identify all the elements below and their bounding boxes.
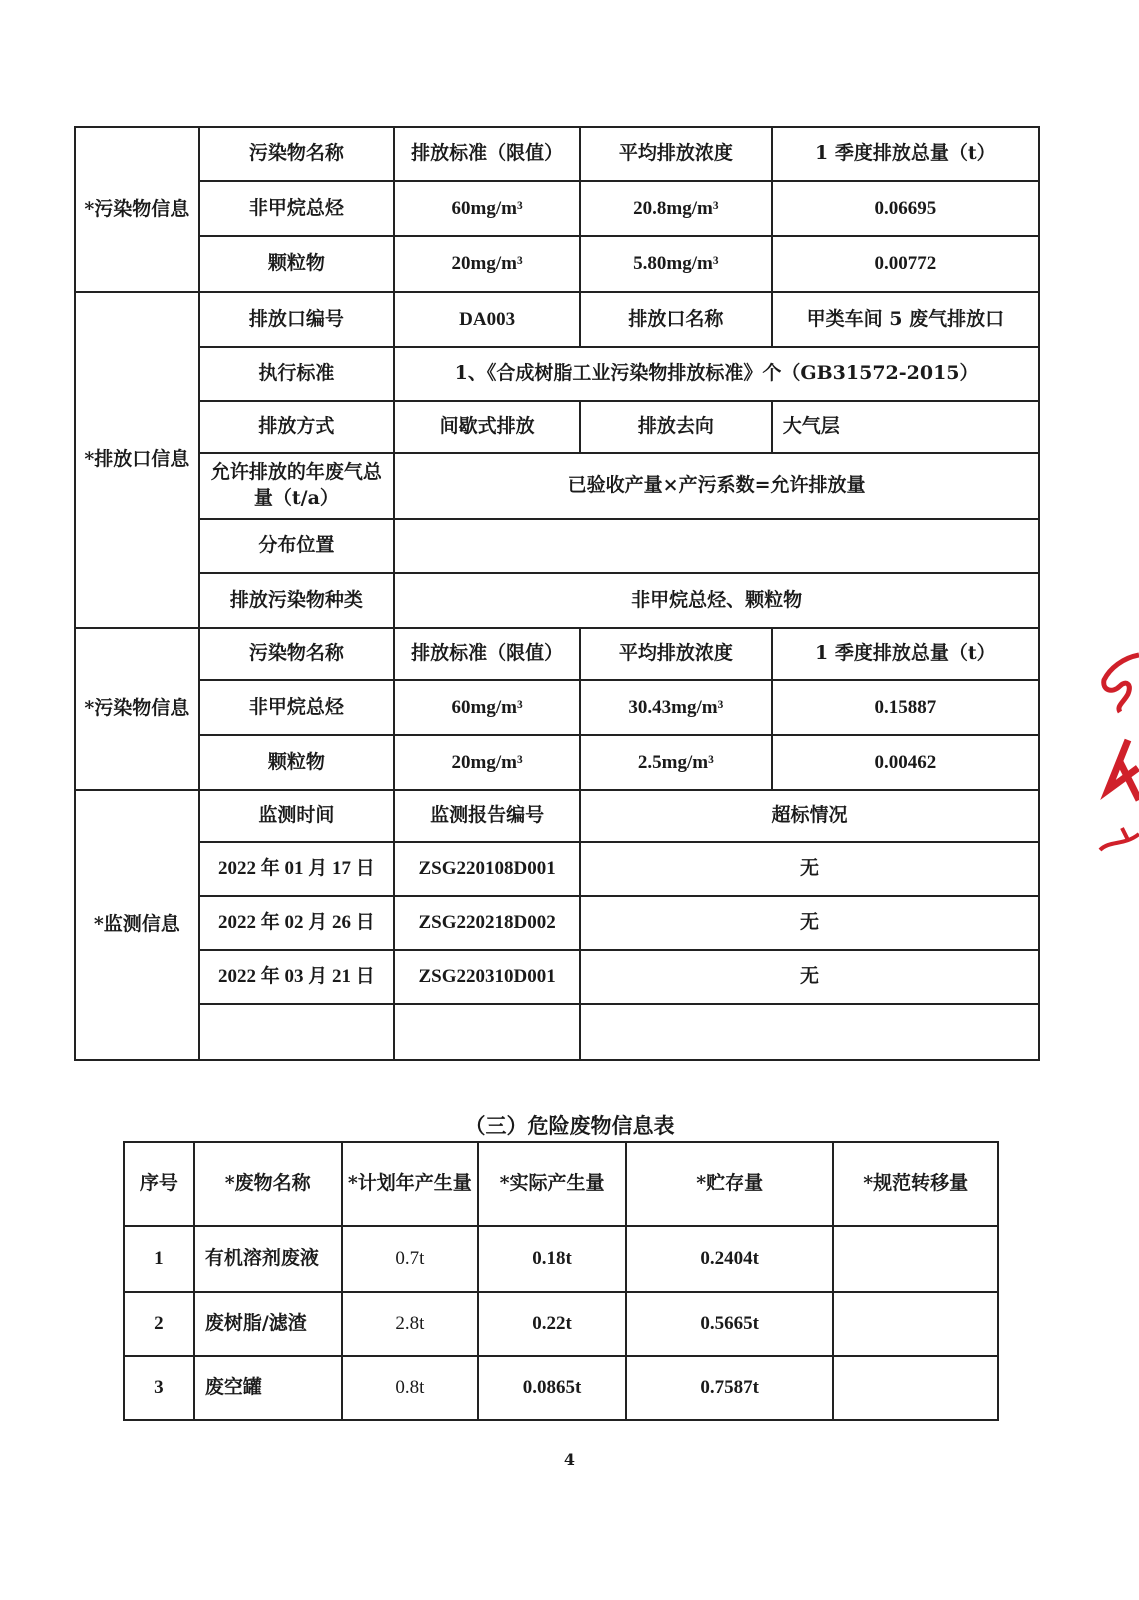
table-cell xyxy=(580,1004,1039,1060)
table-row xyxy=(124,1356,998,1420)
table-cell: ZSG220310D001 xyxy=(394,950,580,1004)
header-cell: 排放标准（限值） xyxy=(394,628,580,680)
table-cell: 0.00772 xyxy=(772,236,1039,292)
emission-info-table xyxy=(74,126,1040,1061)
table-cell: 非甲烷总烃 xyxy=(199,181,395,236)
header-cell: 污染物名称 xyxy=(199,628,395,680)
hazardous-waste-table xyxy=(123,1141,999,1421)
table-cell: ZSG220108D001 xyxy=(394,842,580,896)
table-cell: 20mg/m³ xyxy=(394,735,580,790)
header-cell: 平均排放浓度 xyxy=(580,127,772,181)
table-cell: 2022 年 01 月 17 日 xyxy=(199,842,395,896)
table-cell: 2022 年 03 月 21 日 xyxy=(199,950,395,1004)
table-cell: 废树脂/滤渣 xyxy=(194,1292,342,1356)
header-cell: 超标情况 xyxy=(580,790,1039,842)
section-pollutant-info: *污染物信息 xyxy=(75,628,199,790)
standard-label: 执行标准 xyxy=(199,347,395,401)
direction-value: 大气层 xyxy=(772,401,1039,453)
mode-value: 间歇式排放 xyxy=(394,401,580,453)
table-row xyxy=(75,680,1039,735)
section-title: （三）危险废物信息表 xyxy=(464,1113,675,1138)
table-cell: 60mg/m³ xyxy=(394,181,580,236)
table-cell: 0.8t xyxy=(342,1356,479,1420)
types-label: 排放污染物种类 xyxy=(199,573,395,628)
table-row xyxy=(75,127,1039,181)
header-cell: 1 季度排放总量（t） xyxy=(772,628,1039,680)
table-row xyxy=(75,1004,1039,1060)
table-cell: 0.06695 xyxy=(772,181,1039,236)
annual-value: 已验收产量×产污系数=允许排放量 xyxy=(394,453,1039,519)
table-cell: 0.22t xyxy=(478,1292,626,1356)
table-row xyxy=(75,401,1039,453)
table-cell: 20.8mg/m³ xyxy=(580,181,772,236)
table-row xyxy=(75,347,1039,401)
table-cell: 2 xyxy=(124,1292,194,1356)
table-cell: 0.2404t xyxy=(626,1226,834,1292)
table-cell: 2.5mg/m³ xyxy=(580,735,772,790)
header-cell: 监测报告编号 xyxy=(394,790,580,842)
table-cell: 0.00462 xyxy=(772,735,1039,790)
table-cell: 无 xyxy=(580,842,1039,896)
table-cell: 2.8t xyxy=(342,1292,479,1356)
header-cell: 平均排放浓度 xyxy=(580,628,772,680)
table-cell: 1 xyxy=(124,1226,194,1292)
header-cell: 监测时间 xyxy=(199,790,395,842)
table-row xyxy=(75,842,1039,896)
table-cell: 3 xyxy=(124,1356,194,1420)
outlet-no-label: 排放口编号 xyxy=(199,292,395,347)
header-cell: 排放标准（限值） xyxy=(394,127,580,181)
table-row xyxy=(124,1292,998,1356)
table-cell: 2022 年 02 月 26 日 xyxy=(199,896,395,950)
table-cell: 0.5665t xyxy=(626,1292,834,1356)
section-pollutant-info: *污染物信息 xyxy=(75,127,199,292)
table-row xyxy=(75,292,1039,347)
header-cell: 1 季度排放总量（t） xyxy=(772,127,1039,181)
header-cell: *废物名称 xyxy=(194,1142,342,1226)
table-cell: 20mg/m³ xyxy=(394,236,580,292)
header-cell: 序号 xyxy=(124,1142,194,1226)
table-cell: ZSG220218D002 xyxy=(394,896,580,950)
header-cell: *计划年产生量 xyxy=(342,1142,479,1226)
table-cell: 无 xyxy=(580,950,1039,1004)
table-row xyxy=(75,896,1039,950)
table-row xyxy=(124,1226,998,1292)
location-label: 分布位置 xyxy=(199,519,395,573)
table-cell: 60mg/m³ xyxy=(394,680,580,735)
table-cell xyxy=(833,1292,998,1356)
table-cell: 0.7587t xyxy=(626,1356,834,1420)
red-seal-fragment-icon xyxy=(1098,650,1139,860)
outlet-name-label: 排放口名称 xyxy=(580,292,772,347)
location-value xyxy=(394,519,1039,573)
direction-label: 排放去向 xyxy=(580,401,772,453)
table-cell: 非甲烷总烃 xyxy=(199,680,395,735)
header-cell: *贮存量 xyxy=(626,1142,834,1226)
table-cell: 0.0865t xyxy=(478,1356,626,1420)
table-row xyxy=(75,181,1039,236)
page-number: 4 xyxy=(563,1450,576,1469)
header-cell: *规范转移量 xyxy=(833,1142,998,1226)
table-row xyxy=(75,453,1039,519)
table-cell: 颗粒物 xyxy=(199,735,395,790)
outlet-no-value: DA003 xyxy=(394,292,580,347)
table-header-row xyxy=(124,1142,998,1226)
table-cell: 0.15887 xyxy=(772,680,1039,735)
table-cell: 颗粒物 xyxy=(199,236,395,292)
table-cell: 废空罐 xyxy=(194,1356,342,1420)
outlet-name-value: 甲类车间 5 废气排放口 xyxy=(772,292,1039,347)
table-cell: 0.7t xyxy=(342,1226,479,1292)
table-cell: 5.80mg/m³ xyxy=(580,236,772,292)
table-cell: 有机溶剂废液 xyxy=(194,1226,342,1292)
standard-value: 1、《合成树脂工业污染物排放标准》个（GB31572-2015） xyxy=(394,347,1039,401)
table-cell: 0.18t xyxy=(478,1226,626,1292)
annual-label: 允许排放的年废气总量（t/a） xyxy=(199,453,395,519)
header-cell: *实际产生量 xyxy=(478,1142,626,1226)
section-outlet-info: *排放口信息 xyxy=(75,292,199,628)
table-row xyxy=(75,950,1039,1004)
table-cell: 无 xyxy=(580,896,1039,950)
section-monitoring-info: *监测信息 xyxy=(75,790,199,1060)
table-row xyxy=(75,236,1039,292)
table-row xyxy=(75,519,1039,573)
table-cell xyxy=(199,1004,395,1060)
mode-label: 排放方式 xyxy=(199,401,395,453)
table-cell xyxy=(833,1356,998,1420)
table-row xyxy=(75,628,1039,680)
header-cell: 污染物名称 xyxy=(199,127,395,181)
table-cell xyxy=(833,1226,998,1292)
table-cell: 30.43mg/m³ xyxy=(580,680,772,735)
table-row xyxy=(75,790,1039,842)
table-row xyxy=(75,735,1039,790)
table-cell xyxy=(394,1004,580,1060)
table-row xyxy=(75,573,1039,628)
types-value: 非甲烷总烃、颗粒物 xyxy=(394,573,1039,628)
